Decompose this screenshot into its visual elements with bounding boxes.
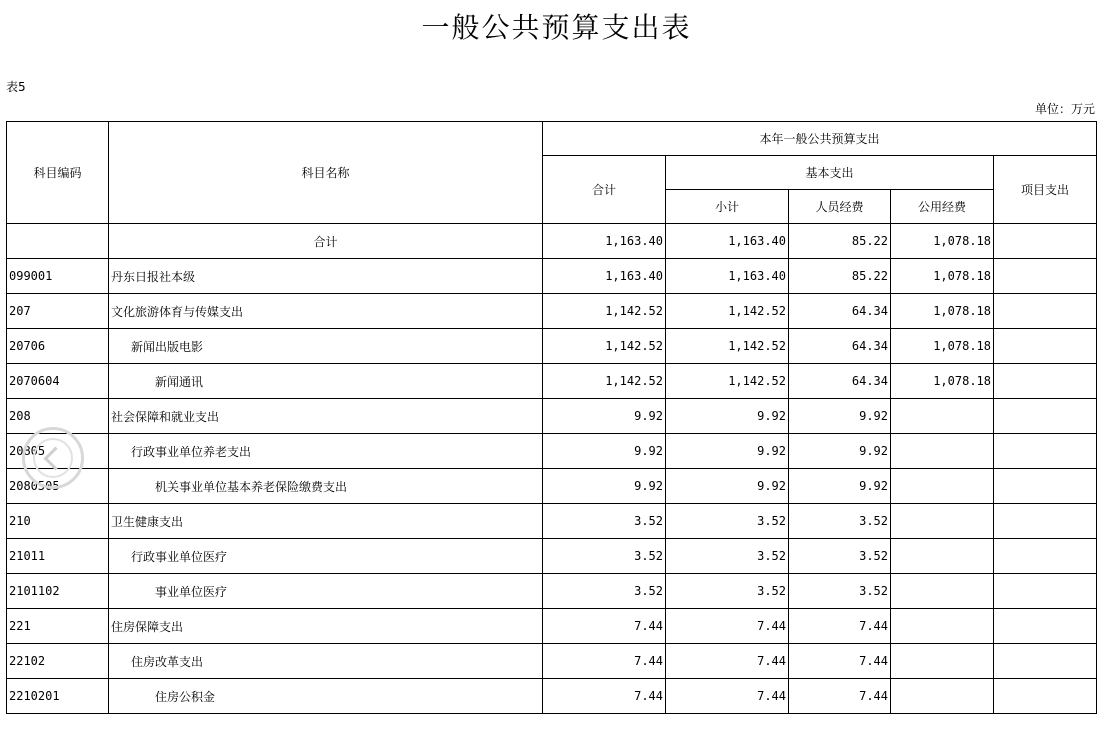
cell-total: 9.92 xyxy=(543,399,666,434)
cell-name: 机关事业单位基本养老保险缴费支出 xyxy=(109,469,543,504)
cell-code: 207 xyxy=(7,294,109,329)
cell-total: 3.52 xyxy=(543,539,666,574)
cell-subtotal: 9.92 xyxy=(666,469,789,504)
cell-personnel: 7.44 xyxy=(789,679,891,714)
cell-public xyxy=(891,679,994,714)
cell-name: 住房改革支出 xyxy=(109,644,543,679)
cell-code: 221 xyxy=(7,609,109,644)
cell-code: 208 xyxy=(7,399,109,434)
cell-personnel: 3.52 xyxy=(789,574,891,609)
cell-total: 1,142.52 xyxy=(543,294,666,329)
header-project: 项目支出 xyxy=(994,156,1097,224)
cell-project xyxy=(994,259,1097,294)
cell-subtotal: 1,163.40 xyxy=(666,224,789,259)
table-row xyxy=(7,434,1097,469)
cell-personnel: 9.92 xyxy=(789,469,891,504)
cell-project xyxy=(994,469,1097,504)
cell-code: 20706 xyxy=(7,329,109,364)
cell-project xyxy=(994,609,1097,644)
cell-project xyxy=(994,679,1097,714)
cell-public xyxy=(891,504,994,539)
cell-total: 1,142.52 xyxy=(543,364,666,399)
cell-project xyxy=(994,294,1097,329)
cell-personnel: 9.92 xyxy=(789,399,891,434)
cell-code: 2080505 xyxy=(7,469,109,504)
cell-project xyxy=(994,574,1097,609)
cell-code: 2210201 xyxy=(7,679,109,714)
cell-subtotal: 9.92 xyxy=(666,399,789,434)
cell-code: 20805 xyxy=(7,434,109,469)
header-personnel: 人员经费 xyxy=(789,190,891,224)
cell-code: 22102 xyxy=(7,644,109,679)
cell-name: 丹东日报社本级 xyxy=(109,259,543,294)
cell-public: 1,078.18 xyxy=(891,329,994,364)
header-name: 科目名称 xyxy=(109,122,543,224)
cell-total: 9.92 xyxy=(543,434,666,469)
cell-personnel: 9.92 xyxy=(789,434,891,469)
cell-total: 7.44 xyxy=(543,644,666,679)
cell-subtotal: 9.92 xyxy=(666,434,789,469)
cell-personnel: 64.34 xyxy=(789,294,891,329)
cell-subtotal: 3.52 xyxy=(666,574,789,609)
header-total: 合计 xyxy=(543,156,666,224)
cell-total: 1,163.40 xyxy=(543,259,666,294)
cell-project xyxy=(994,364,1097,399)
cell-project xyxy=(994,644,1097,679)
cell-personnel: 7.44 xyxy=(789,609,891,644)
table-row xyxy=(7,574,1097,609)
table-row xyxy=(7,504,1097,539)
cell-public xyxy=(891,644,994,679)
cell-subtotal: 1,163.40 xyxy=(666,259,789,294)
table-header xyxy=(7,122,1097,224)
cell-project xyxy=(994,224,1097,259)
cell-total: 7.44 xyxy=(543,609,666,644)
cell-name: 卫生健康支出 xyxy=(109,504,543,539)
cell-subtotal: 1,142.52 xyxy=(666,364,789,399)
header-public: 公用经费 xyxy=(891,190,994,224)
cell-total: 1,142.52 xyxy=(543,329,666,364)
cell-public xyxy=(891,609,994,644)
cell-public: 1,078.18 xyxy=(891,364,994,399)
cell-subtotal: 1,142.52 xyxy=(666,294,789,329)
table-row xyxy=(7,679,1097,714)
budget-table xyxy=(6,121,1097,714)
cell-code: 21011 xyxy=(7,539,109,574)
cell-name: 事业单位医疗 xyxy=(109,574,543,609)
cell-code: 2070604 xyxy=(7,364,109,399)
cell-public: 1,078.18 xyxy=(891,259,994,294)
cell-project xyxy=(994,329,1097,364)
cell-subtotal: 3.52 xyxy=(666,504,789,539)
cell-personnel: 7.44 xyxy=(789,644,891,679)
cell-subtotal: 7.44 xyxy=(666,644,789,679)
cell-total: 9.92 xyxy=(543,469,666,504)
table-row xyxy=(7,399,1097,434)
cell-name: 合计 xyxy=(109,224,543,259)
table-row xyxy=(7,259,1097,294)
cell-name: 行政事业单位养老支出 xyxy=(109,434,543,469)
cell-name: 新闻出版电影 xyxy=(109,329,543,364)
cell-public xyxy=(891,539,994,574)
cell-total: 3.52 xyxy=(543,574,666,609)
cell-total: 7.44 xyxy=(543,679,666,714)
cell-subtotal: 3.52 xyxy=(666,539,789,574)
cell-public xyxy=(891,434,994,469)
table-row xyxy=(7,364,1097,399)
header-code: 科目编码 xyxy=(7,122,109,224)
unit-label xyxy=(1035,101,1095,117)
cell-subtotal: 1,142.52 xyxy=(666,329,789,364)
cell-personnel: 64.34 xyxy=(789,364,891,399)
table-body xyxy=(7,224,1097,714)
cell-name: 新闻通讯 xyxy=(109,364,543,399)
cell-name: 文化旅游体育与传媒支出 xyxy=(109,294,543,329)
cell-public: 1,078.18 xyxy=(891,224,994,259)
cell-total: 3.52 xyxy=(543,504,666,539)
header-basic-group: 基本支出 xyxy=(666,156,994,190)
cell-subtotal: 7.44 xyxy=(666,609,789,644)
cell-personnel: 3.52 xyxy=(789,539,891,574)
table-row xyxy=(7,469,1097,504)
page-title: 一般公共预算支出表 xyxy=(421,11,692,44)
cell-public xyxy=(891,399,994,434)
cell-personnel: 85.22 xyxy=(789,259,891,294)
table-row xyxy=(7,224,1097,259)
table-row xyxy=(7,539,1097,574)
cell-name: 住房公积金 xyxy=(109,679,543,714)
cell-public xyxy=(891,469,994,504)
cell-name: 行政事业单位医疗 xyxy=(109,539,543,574)
cell-public xyxy=(891,574,994,609)
cell-name: 住房保障支出 xyxy=(109,609,543,644)
cell-personnel: 64.34 xyxy=(789,329,891,364)
cell-code: 210 xyxy=(7,504,109,539)
cell-code: 099001 xyxy=(7,259,109,294)
table-row xyxy=(7,644,1097,679)
table-number: 表5 xyxy=(6,80,26,94)
header-subtotal: 小计 xyxy=(666,190,789,224)
cell-total: 1,163.40 xyxy=(543,224,666,259)
table-row xyxy=(7,294,1097,329)
cell-project xyxy=(994,504,1097,539)
cell-code: 2101102 xyxy=(7,574,109,609)
cell-name: 社会保障和就业支出 xyxy=(109,399,543,434)
table-row xyxy=(7,609,1097,644)
cell-project xyxy=(994,434,1097,469)
cell-project xyxy=(994,539,1097,574)
cell-subtotal: 7.44 xyxy=(666,679,789,714)
table-row xyxy=(7,329,1097,364)
header-current-year: 本年一般公共预算支出 xyxy=(543,122,1097,156)
cell-personnel: 3.52 xyxy=(789,504,891,539)
unit-text: 单位：万元 xyxy=(1034,102,1095,116)
cell-personnel: 85.22 xyxy=(789,224,891,259)
cell-project xyxy=(994,399,1097,434)
cell-code xyxy=(7,224,109,259)
cell-public: 1,078.18 xyxy=(891,294,994,329)
